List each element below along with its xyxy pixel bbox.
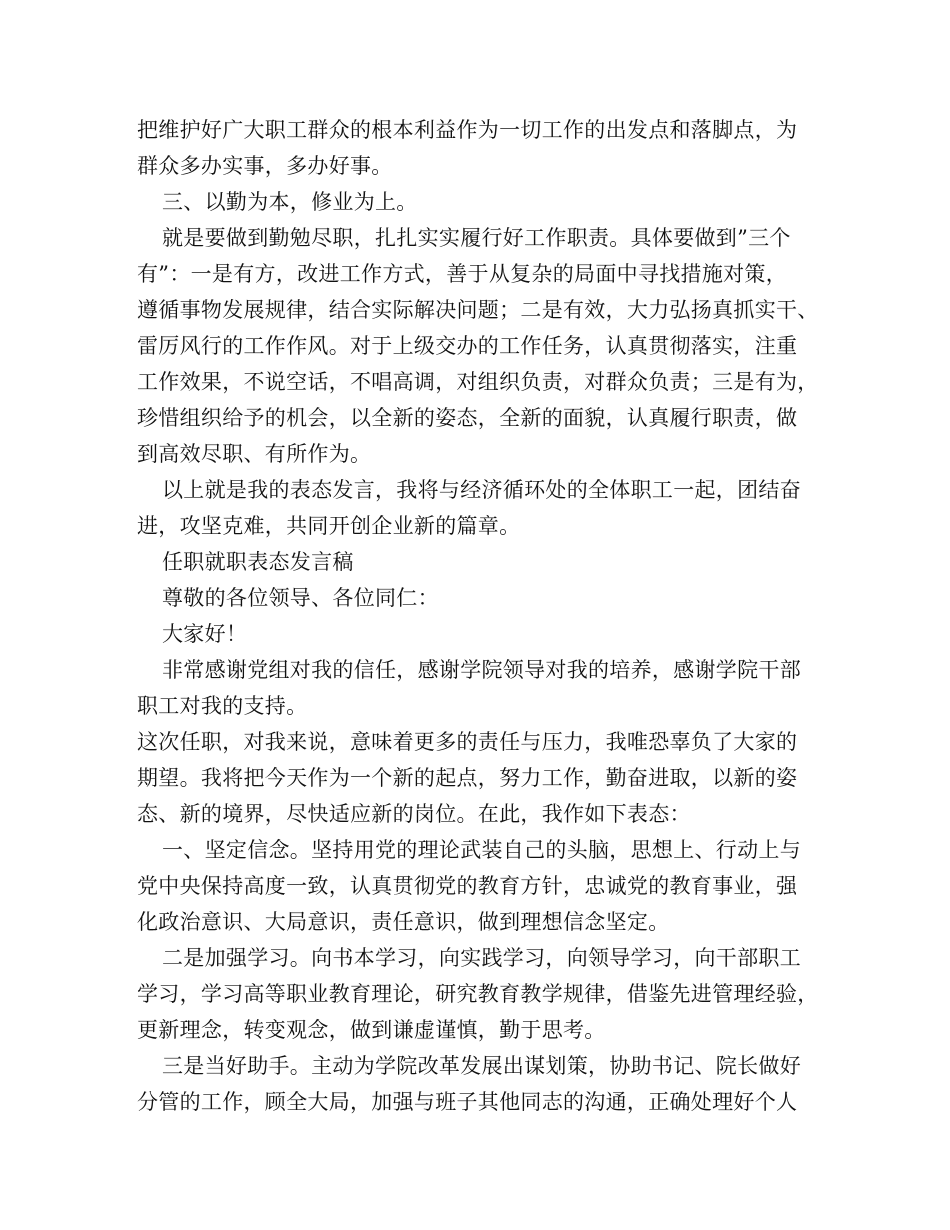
section-heading: 三、以勤为本，修业为上。 bbox=[162, 190, 418, 214]
text-line: 就是要做到勤勉尽职，扎扎实实履行好工作职责。具体要做到”三个 bbox=[162, 226, 791, 250]
text-line: 到高效尽职、有所作为。 bbox=[137, 442, 372, 466]
text-line: 遵循事物发展规律，结合实际解决问题；二是有效，大力弘扬真抓实干、 bbox=[137, 298, 819, 322]
greeting: 大家好！ bbox=[162, 622, 248, 646]
text-line: 化政治意识、大局意识，责任意识，做到理想信念坚定。 bbox=[137, 910, 670, 934]
text-line: 珍惜组织给予的机会，以全新的姿态，全新的面貌，认真履行职责，做 bbox=[137, 406, 798, 430]
text-line: 党中央保持高度一致，认真贯彻党的教育方针，忠诚党的教育事业，强 bbox=[137, 874, 798, 898]
text-line: 群众多办实事，多办好事。 bbox=[137, 154, 393, 178]
text-line: 以上就是我的表态发言，我将与经济循环处的全体职工一起，团结奋 bbox=[162, 478, 801, 502]
text-line: 更新理念，转变观念，做到谦虚谨慎，勤于思考。 bbox=[137, 1018, 606, 1042]
text-line: 二是加强学习。向书本学习，向实践学习，向领导学习，向干部职工 bbox=[162, 946, 801, 970]
text-line: 非常感谢党组对我的信任，感谢学院领导对我的培养，感谢学院干部 bbox=[162, 658, 801, 682]
text-line: 学习，学习高等职业教育理论，研究教育教学规律，借鉴先进管理经验， bbox=[137, 982, 819, 1006]
text-line: 态、新的境界，尽快适应新的岗位。在此，我作如下表态： bbox=[137, 802, 691, 826]
text-line: 有”：一是有方，改进工作方式，善于从复杂的局面中寻找措施对策， bbox=[137, 262, 788, 286]
text-line: 职工对我的支持。 bbox=[137, 694, 308, 718]
text-line: 一、坚定信念。坚持用党的理论武装自己的头脑，思想上、行动上与 bbox=[162, 838, 801, 862]
text-line: 雷厉风行的工作作风。对于上级交办的工作任务，认真贯彻落实，注重 bbox=[137, 334, 798, 358]
text-line: 三是当好助手。主动为学院改革发展出谋划策，协助书记、院长做好 bbox=[162, 1054, 801, 1078]
document-title: 任职就职表态发言稿 bbox=[162, 550, 354, 574]
text-line: 分管的工作，顾全大局，加强与班子其他同志的沟通，正确处理好个人 bbox=[137, 1090, 798, 1114]
text-line: 期望。我将把今天作为一个新的起点，努力工作，勤奋进取，以新的姿 bbox=[137, 766, 798, 790]
text-line: 进，攻坚克难，共同开创企业新的篇章。 bbox=[137, 514, 521, 538]
salutation: 尊敬的各位领导、各位同仁： bbox=[162, 586, 439, 610]
text-line: 工作效果，不说空话，不唱高调，对组织负责，对群众负责；三是有为， bbox=[137, 370, 819, 394]
text-line: 把维护好广大职工群众的根本利益作为一切工作的出发点和落脚点，为 bbox=[137, 118, 798, 142]
text-line: 这次任职，对我来说，意味着更多的责任与压力，我唯恐辜负了大家的 bbox=[137, 730, 798, 754]
